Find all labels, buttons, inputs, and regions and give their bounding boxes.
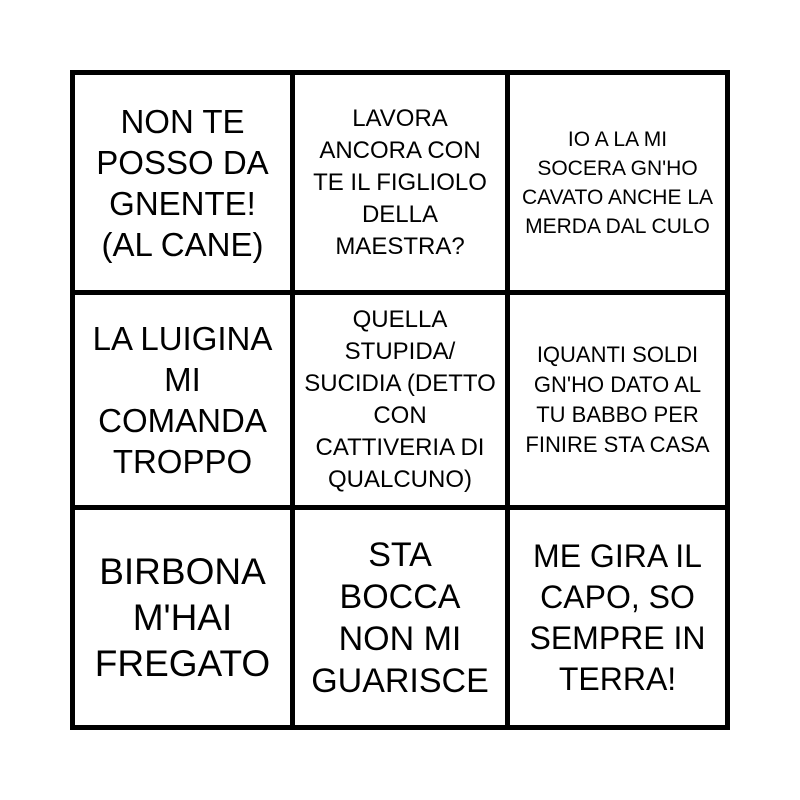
bingo-cell-9[interactable] [510, 510, 725, 725]
bingo-cell-text: LAVORA ANCORA CON TE IL FIGLIOLO DELLA MAESTRA? [313, 104, 487, 260]
bingo-cell-4[interactable] [75, 295, 290, 505]
bingo-cell-6[interactable] [510, 295, 725, 505]
bingo-cell-text: NON TE POSSO DA GNENTE! (AL CANE) [96, 102, 269, 263]
bingo-cell-text: LA LUIGINA MI COMANDA TROPPO [92, 320, 273, 480]
bingo-cell-text: STA BOCCA NON MI GUARISCE [311, 535, 489, 700]
bingo-cell-text: IQUANTI SOLDI GN'HO DATO AL TU BABBO PER FINIRE STA CASA [525, 342, 710, 457]
bingo-cell-text: QUELLA STUPIDA/ SUCIDIA (DETTO CON CATTIVERIA DI QUALCUNO) [304, 306, 496, 493]
bingo-cell-text: ME GIRA IL CAPO, SO SEMPRE IN TERRA! [529, 537, 706, 697]
bingo-cell-1[interactable] [75, 75, 290, 290]
bingo-cell-3[interactable] [510, 75, 725, 290]
bingo-cell-5[interactable] [295, 295, 505, 505]
bingo-cell-7[interactable] [75, 510, 290, 725]
bingo-cell-2[interactable] [295, 75, 505, 290]
bingo-cell-text: BIRBONA M'HAI FREGATO [94, 550, 271, 684]
bingo-cell-text: IO A LA MI SOCERA GN'HO CAVATO ANCHE LA MERDA DAL CULO [522, 127, 713, 238]
bingo-board [70, 70, 730, 730]
bingo-cell-8[interactable] [295, 510, 505, 725]
